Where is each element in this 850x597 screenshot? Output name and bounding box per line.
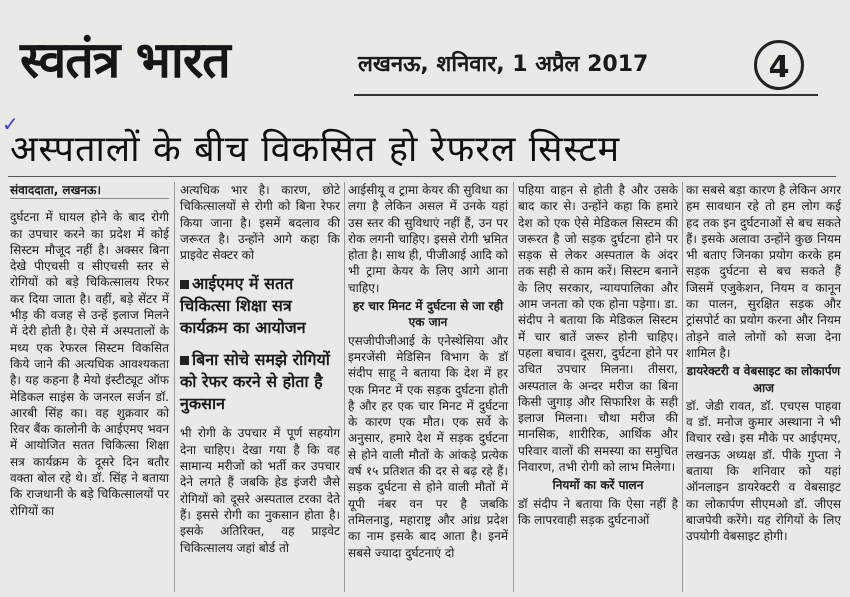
article-column-2 <box>180 182 340 556</box>
column-divider <box>513 182 514 592</box>
masthead-divider <box>354 94 818 96</box>
column-1-text: दुर्घटना में घायल होने के बाद रोगी का उपचार करने का प्रदेश में कोई सिस्टम मौजूद नहीं है। अक्सर बिना देखे पीएचसी व सीएचसी स्तर से रोगियों को बड़े चिकित्सालय रिफर कर दिया जाता है। वहीं, बड़े सेंटर में भीड़ की वजह से उन्हें इलाज मिलने में देरी होती है। ऐसे में अस्पतालों के मध्य एक रेफरल सिस्टम विकसित किये जाने की अत्यधिक आवश्यकता है। यह कहना है मेयो इंस्टीट्यूट ऑफ मेडिकल साइंस के जनरल सर्जन डॉ. आरबी सिंह का। वह शुक्रवार को रिवर बैंक कालोनी के आईएमए भवन में आयोजित सतत चिकित्सा शिक्षा सत्र कार्यक्रम के दूसरे दिन बतौर वक्ता बोल रहे थे। डॉ. सिंह ने बताया कि राजधानी के बड़े चिकित्सालयों पर रोगियों का <box>10 210 169 518</box>
column-divider <box>344 182 345 592</box>
column-3-text-b: एसजीपीजीआई के एनेस्थेसिया और इमरजेंसी मेडिसिन विभाग के डॉ संदीप साहू ने बताया कि देश में हर एक मिनट में एक सड़क दुर्घटना होती है और हर एक चार मिनट में दुर्घटना के कारण एक मौत। एक सर्वे के अनुसार, हमारे देश में सड़क दुर्घटना से होने वाली मौतों के आंकड़े प्रत्येक वर्ष १५ प्रतिशत की दर से बढ़ रहे हैं। सड़क दुर्घटना से होने वाली मौतों में यूपी नंबर वन पर है जबकि तमिलनाडु, महाराष्ट्र और आंध्र प्रदेश का नाम इसके बाद आता है। इनमें सबसे ज्यादा दुर्घटनाएं दो <box>348 333 508 560</box>
bullet-square-icon <box>180 280 189 289</box>
subheading-follow-rules: नियमों का करें पालन <box>552 478 644 493</box>
subheading-referral-loss: बिना सोचे समझे रोगियों को रेफर करने से होता है नुकसान <box>180 350 330 414</box>
column-3-text-a: आईसीयू व ट्रामा केयर की सुविधा का लगा है लेकिन असल में उनके यहां उस स्तर की सुविधाएं नहीं हैं, उन पर रोक लगनी चाहिए। इससे रोगी भ्रमित होता है। साथ ही, पीजीआई आदि को भी ट्रामा केयर के लिए आगे आना चाहिए। <box>348 183 508 295</box>
byline: संवाददाता, लखनऊ। <box>10 182 169 199</box>
article-column-3 <box>348 182 508 561</box>
pen-check-mark-icon: ✓ <box>2 112 19 136</box>
headline: अस्पतालों के बीच विकसित हो रेफरल सिस्टम <box>10 129 621 170</box>
newspaper-logo: स्वतंत्र भारत <box>20 31 230 89</box>
dateline: लखनऊ, शनिवार, 1 अप्रैल 2017 <box>358 52 649 77</box>
subheading-ima-program: आईएमए में सतत चिकित्सा शिक्षा सत्र कार्यक्रम का आयोजन <box>180 274 306 338</box>
column-5-text-a: का सबसे बड़ा कारण है लेकिन अगर हम सावधान रहे तो हम लोग कई हद तक इन दुर्घटनाओं से बच सकते हैं। इसके अलावा उन्होंने कुछ नियम भी बताए जिनका प्रयोग करके हम सड़क दुर्घटना से बच सकते हैं जिसमें एजुकेशन, नियम व कानून का पालन, सुरक्षित सड़क और ट्रांसपोर्ट का प्रयोग करना और नियम तोड़ने वाले लोगों को सजा देना शामिल है। <box>686 183 841 360</box>
column-4-text-b: डॉ संदीप ने बताया कि ऐसा नहीं है कि लापरवाही सड़क दुर्घटनाओं <box>518 496 678 527</box>
column-2-text-a: अत्यधिक भार है। कारण, छोटे चिकित्सालयों से रोगी को बिना रेफर किया जाना है। इसमें बदलाव की जरूरत है। उन्होंने आगे कहा कि प्राइवेट सेक्टर को <box>180 183 340 263</box>
headline-divider <box>8 176 836 177</box>
column-divider <box>682 182 683 592</box>
subheading-accident-death: हर चार मिनट में दुर्घटना से जा रही एक जान <box>352 299 504 330</box>
article-column-5 <box>686 182 841 545</box>
column-2-text-b: भी रोगी के उपचार में पूर्ण सहयोग देना चाहिए। देखा गया है कि वह सामान्य मरीजों को भर्ती कर उपचार देने लगते हैं जबकि हेड इंजरी जैसे रोगियों को दूसरे अस्पताल टरका देते हैं। इससे रोगी का नुकसान होता है। इसके अतिरिक्त, वह प्राइवेट चिकित्सालय जहां बोर्ड तो <box>180 426 340 555</box>
column-divider <box>174 182 175 592</box>
bullet-square-icon <box>180 356 189 365</box>
article-column-4 <box>518 182 678 528</box>
page-number: 4 <box>754 40 804 90</box>
subheading-directory-launch: डायरेक्टरी व वेबसाइट का लोकार्पण आज <box>686 364 841 395</box>
column-5-text-b: डॉ. जेडी रावत, डॉ. एचएस पाहवा व डॉ. मनोज कुमार अस्थाना ने भी विचार रखे। इस मौके पर आईएमए, लखनऊ अध्यक्ष डॉ. पीके गुप्ता ने बताया कि शनिवार को यहां ऑनलाइन डायरेक्टरी व वेबसाइट का लोकार्पण सीएमओ डॉ. जीएस बाजपेयी करेंगे। यह रोगियों के लिए उपयोगी वेबसाइट होगी। <box>686 398 841 544</box>
masthead <box>0 0 850 100</box>
article-column-1 <box>10 182 169 519</box>
column-4-text-a: पहिया वाहन से होती है और उसके बाद कार से। उन्होंने कहा कि हमारे देश को एक ऐसे मेडिकल सिस्टम की जरूरत है जो सड़क दुर्घटना होने पर सड़क से लेकर अस्पताल के अंदर तक सही से काम करें। सिस्टम बनाने के लिए सरकार, न्यायपालिका और आम जनता को एक होना पड़ेगा। डा. संदीप ने बताया कि मेडिकल सिस्टम में चार बातें जरूर होनी चाहिए। पहला बचाव। दूसरा, दुर्घटना होने पर उचित उपचार मिलना। तीसरा, अस्पताल के अन्दर मरीज का बिना किसी जुगाड़ और सिफारिश के सही इलाज मिलना। चौथा मरीज की मानसिक, शारीरिक, आर्थिक और परिवार वालों की समस्या का समुचित निवारण, तभी रोगी को लाभ मिलेगा। <box>518 183 678 475</box>
